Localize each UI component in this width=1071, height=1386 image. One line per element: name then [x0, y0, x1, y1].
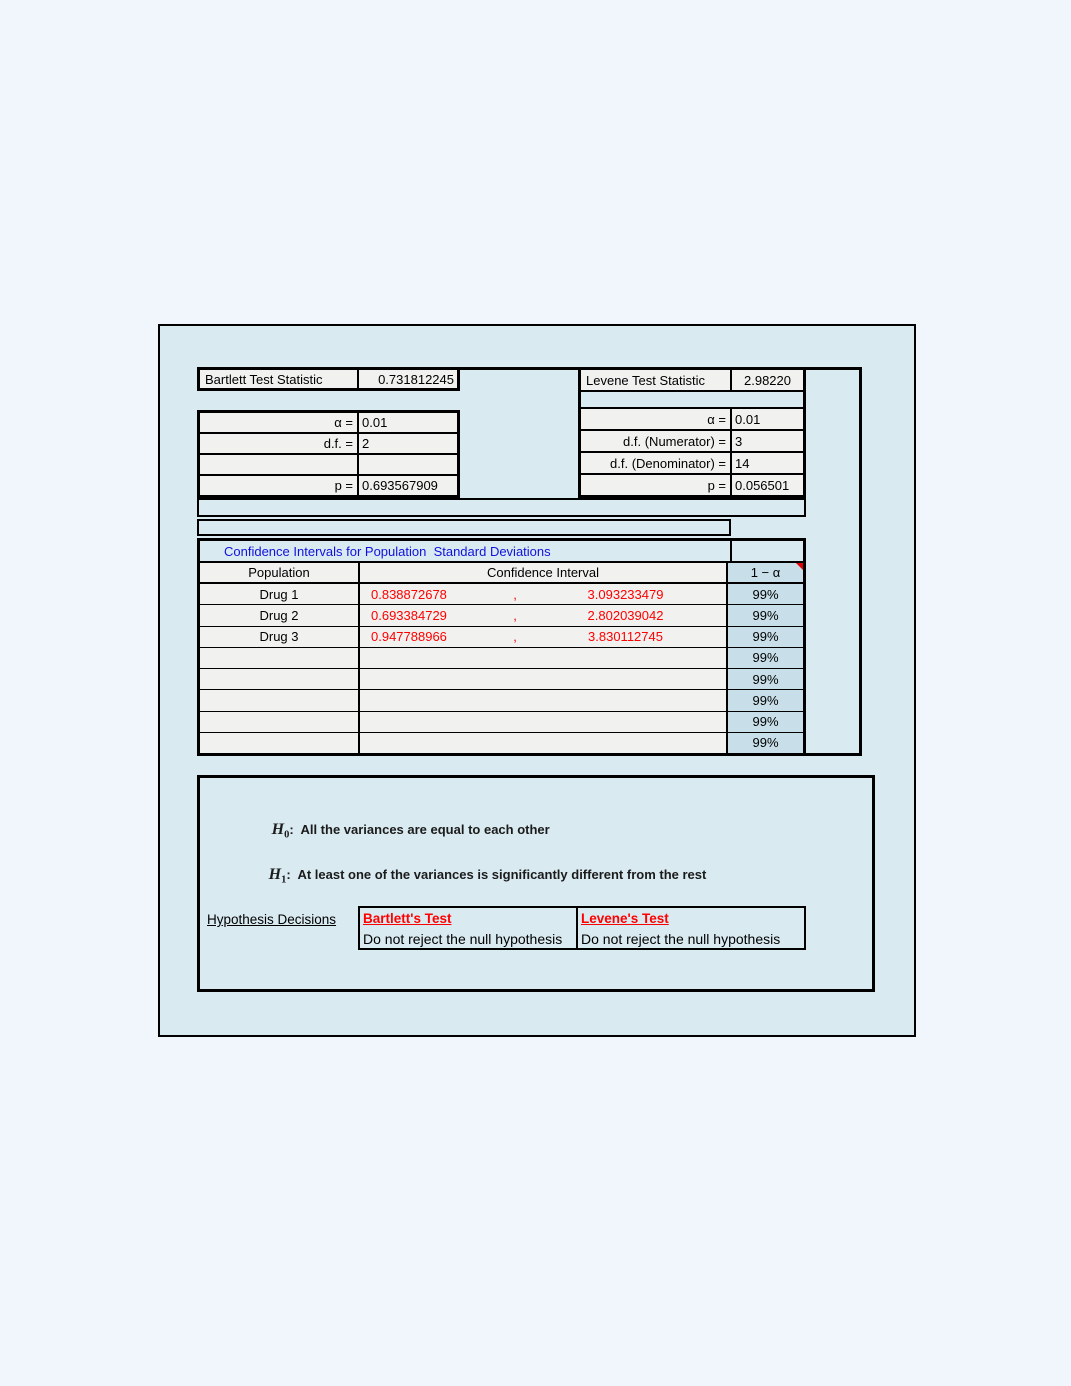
table-row	[200, 712, 803, 733]
confidence-level-cell[interactable]: 99%	[728, 648, 803, 668]
interval-comma: ,	[513, 607, 517, 623]
levene-pvalue-label: p =	[581, 475, 732, 495]
worksheet-panel	[158, 324, 916, 1037]
interval-cell	[360, 605, 728, 625]
null-hypothesis-line	[250, 806, 550, 856]
bartlett-blank-value	[359, 455, 457, 474]
bartlett-statistic-label: Bartlett Test Statistic	[200, 370, 359, 388]
spacer-strip-wide	[197, 498, 806, 517]
cell-comment-marker-icon	[796, 563, 803, 570]
levene-df-numerator-label: d.f. (Numerator) =	[581, 431, 732, 451]
alternative-hypothesis-line	[247, 851, 706, 901]
confidence-interval-column-header: Confidence Interval	[360, 563, 728, 582]
bartlett-alpha-value[interactable]: 0.01	[359, 413, 457, 432]
interval-comma	[505, 733, 525, 753]
levene-df-denominator-row	[581, 453, 803, 475]
bartlett-statistic-value[interactable]: 0.731812245	[359, 370, 457, 388]
table-row	[200, 733, 803, 753]
interval-upper-value	[525, 690, 726, 710]
population-cell: Drug 2	[200, 605, 360, 625]
interval-lower-value[interactable]: 0.947788966	[371, 629, 447, 645]
interval-cell	[360, 712, 728, 732]
levene-pvalue-value[interactable]: 0.056501	[732, 475, 803, 495]
levene-statistic-label: Levene Test Statistic	[581, 370, 732, 390]
interval-lower-value[interactable]: 0.838872678	[371, 586, 447, 602]
interval-lower-value	[360, 712, 505, 732]
levene-df-denominator-value[interactable]: 14	[732, 453, 803, 473]
levene-df-numerator-row	[581, 431, 803, 453]
spacer-strip-narrow	[197, 519, 731, 536]
h1-text: : At least one of the variances is significantly different from the rest	[286, 867, 707, 882]
confidence-level-cell[interactable]: 99%	[728, 690, 803, 710]
h1-symbol: H	[268, 866, 282, 883]
levene-df-numerator-value[interactable]: 3	[732, 431, 803, 451]
ci-header-row	[200, 563, 803, 584]
population-column-header: Population	[200, 563, 360, 582]
interval-upper-value	[525, 733, 726, 753]
bartlett-df-value[interactable]: 2	[359, 434, 457, 453]
interval-cell	[360, 648, 728, 668]
confidence-level-cell[interactable]: 99%	[728, 584, 803, 604]
ci-title-row	[200, 541, 803, 563]
table-row	[200, 605, 803, 626]
interval-comma	[505, 648, 525, 668]
interval-upper-value[interactable]: 3.830112745	[588, 629, 663, 645]
decisions-table	[358, 906, 806, 950]
interval-cell	[360, 627, 728, 647]
interval-lower-value	[360, 690, 505, 710]
bartlett-pvalue-value[interactable]: 0.693567909	[359, 476, 457, 495]
interval-lower-value	[360, 669, 505, 689]
bartlett-blank-label	[200, 455, 359, 474]
interval-upper-value	[525, 669, 726, 689]
interval-comma	[505, 690, 525, 710]
bartlett-df-label: d.f. =	[200, 434, 359, 453]
alpha-column-header	[728, 563, 803, 582]
levene-pvalue-row	[581, 475, 803, 495]
confidence-interval-table	[197, 538, 806, 756]
interval-cell	[360, 690, 728, 710]
population-cell: Drug 1	[200, 584, 360, 604]
interval-lower-value[interactable]: 0.693384729	[371, 607, 447, 623]
interval-comma: ,	[513, 586, 517, 602]
levene-decision-result[interactable]: Do not reject the null hypothesis	[581, 930, 781, 947]
ci-table-title: Confidence Intervals for Population Standard Deviations	[200, 541, 732, 561]
ci-title-blank-cell	[732, 541, 803, 561]
hypothesis-decisions-label: Hypothesis Decisions	[207, 912, 337, 927]
levene-group-box	[578, 367, 806, 498]
table-row	[200, 648, 803, 669]
levene-statistic-row	[581, 370, 803, 392]
levene-blank-row	[581, 392, 803, 409]
interval-upper-value	[525, 712, 726, 732]
levene-alpha-row	[581, 409, 803, 431]
interval-comma	[505, 669, 525, 689]
bartlett-pvalue-label: p =	[200, 476, 359, 495]
levene-statistic-value[interactable]: 2.98220	[732, 370, 803, 390]
levene-decision-title: Levene's Test	[581, 911, 669, 926]
levene-df-denominator-label: d.f. (Denominator) =	[581, 453, 732, 473]
interval-lower-value	[360, 648, 505, 668]
confidence-level-cell[interactable]: 99%	[728, 712, 803, 732]
population-cell: Drug 3	[200, 627, 360, 647]
confidence-level-cell[interactable]: 99%	[728, 605, 803, 625]
bartlett-statistic-box	[197, 367, 460, 391]
population-cell	[200, 669, 360, 689]
hypotheses-box	[197, 775, 875, 992]
frame-connector-line	[806, 753, 862, 756]
bartlett-decision-result[interactable]: Do not reject the null hypothesis	[363, 930, 563, 947]
bartlett-params-box	[197, 410, 460, 498]
bartlett-blank-row	[200, 455, 457, 476]
table-row	[200, 627, 803, 648]
bartlett-alpha-label: α =	[200, 413, 359, 432]
h0-symbol: H	[271, 821, 285, 838]
h1-subscript: 1	[281, 874, 287, 886]
population-cell	[200, 648, 360, 668]
confidence-level-cell[interactable]: 99%	[728, 669, 803, 689]
interval-cell	[360, 733, 728, 753]
alpha-column-header-label: 1 − α	[750, 565, 781, 580]
levene-alpha-label: α =	[581, 409, 732, 429]
table-row	[200, 669, 803, 690]
h0-subscript: 0	[284, 829, 290, 841]
population-cell	[200, 712, 360, 732]
bartlett-decision-title: Bartlett's Test	[363, 911, 452, 926]
h0-text: : All the variances are equal to each other	[289, 822, 550, 837]
confidence-level-cell[interactable]: 99%	[728, 627, 803, 647]
table-row	[200, 690, 803, 711]
confidence-level-cell[interactable]: 99%	[728, 733, 803, 753]
interval-cell	[360, 669, 728, 689]
interval-upper-value	[525, 648, 726, 668]
interval-upper-value[interactable]: 2.802039042	[587, 607, 664, 623]
bartlett-pvalue-row	[200, 476, 457, 495]
population-cell	[200, 690, 360, 710]
bartlett-decision-column	[360, 908, 578, 948]
bartlett-df-row	[200, 434, 457, 455]
table-row	[200, 584, 803, 605]
levene-alpha-value[interactable]: 0.01	[732, 409, 803, 429]
interval-lower-value	[360, 733, 505, 753]
bartlett-alpha-row	[200, 413, 457, 434]
levene-decision-column	[578, 908, 804, 948]
interval-comma: ,	[513, 629, 517, 645]
interval-upper-value[interactable]: 3.093233479	[587, 586, 664, 602]
interval-comma	[505, 712, 525, 732]
population-cell	[200, 733, 360, 753]
interval-cell	[360, 584, 728, 604]
